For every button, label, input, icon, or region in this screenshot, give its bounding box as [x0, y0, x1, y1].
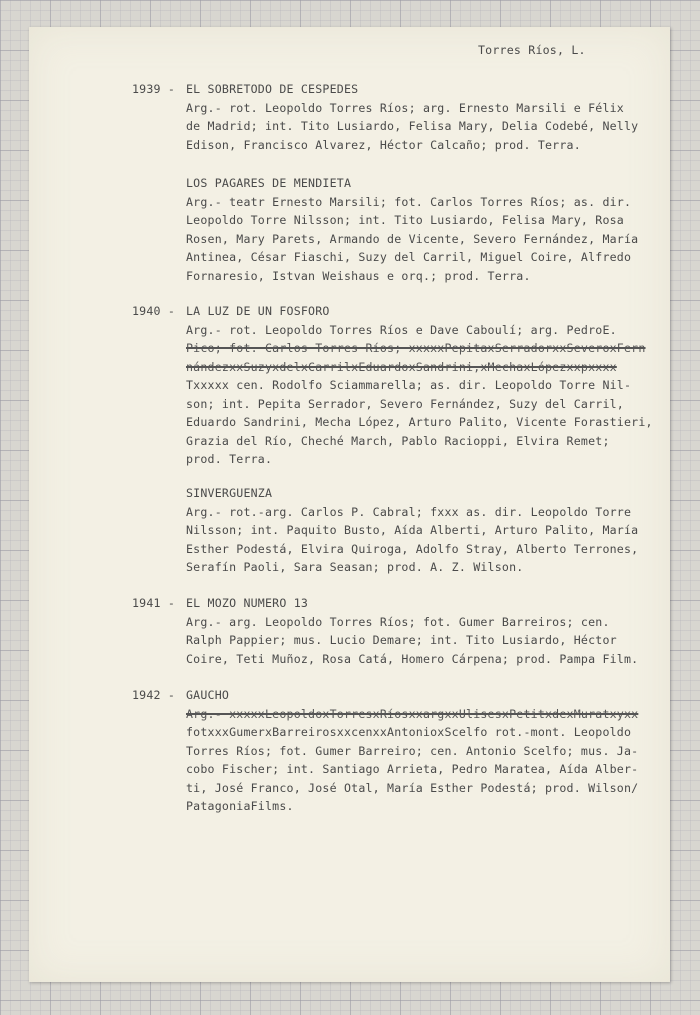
film-title: GAUCHO — [186, 688, 230, 702]
card-header: Torres Ríos, L. — [478, 43, 586, 57]
film-entry — [186, 594, 638, 668]
credit-line: Arg.- arg. Leopoldo Torres Ríos; fot. Gumer Barreiros; cen. — [186, 614, 610, 629]
index-card — [29, 27, 670, 982]
credit-line: Arg.- rot. Leopoldo Torres Ríos e Dave Caboulí; arg. PedroE. — [186, 322, 617, 337]
film-title: LOS PAGARES DE MENDIETA — [186, 176, 352, 190]
film-title: EL MOZO NUMERO 13 — [186, 596, 309, 610]
credit-line: Nilsson; int. Paquito Busto, Aída Alberti, Arturo Palito, María — [186, 523, 639, 537]
struck-credit-line: Arg.- xxxxxLeopoldoxTorresxRíosxxargxxUlisesxPetitxdexMuratxyxx — [186, 706, 639, 721]
entry-year: 1942 - — [132, 688, 176, 702]
credit-line: PatagoniaFilms. — [186, 799, 294, 813]
film-title: EL SOBRETODO DE CESPEDES — [186, 82, 359, 96]
credit-line: de Madrid; int. Tito Lusiardo, Felisa Mary, Delia Codebé, Nelly — [186, 119, 639, 133]
credit-line: son; int. Pepita Serrador, Severo Fernández, Suzy del Carril, — [186, 396, 624, 411]
credit-line: Coire, Teti Muñoz, Rosa Catá, Homero Cárpena; prod. Pampa Film. — [186, 651, 639, 666]
credit-line: Antinea, César Fiaschi, Suzy del Carril, Miguel Coire, Alfredo — [186, 250, 632, 264]
credit-line: Edison, Francisco Alvarez, Héctor Calcaño; prod. Terra. — [186, 137, 581, 152]
credit-line: Eduardo Sandrini, Mecha López, Arturo Palito, Vicente Forastieri, — [186, 415, 653, 429]
credit-line: Txxxxx cen. Rodolfo Sciammarella; as. dir. Leopoldo Torre Nil- — [186, 378, 632, 392]
credit-line: Grazia del Río, Cheché March, Pablo Racioppi, Elvira Remet; — [186, 433, 610, 448]
credit-line: Torres Ríos; fot. Gumer Barreiro; cen. Antonio Scelfo; mus. Ja- — [186, 743, 639, 758]
film-entry — [186, 302, 653, 469]
credit-line: Fornaresio, Istvan Weishaus e orq.; prod. Terra. — [186, 268, 531, 283]
credit-line: prod. Terra. — [186, 452, 273, 466]
credit-line: ti, José Franco, José Otal, María Esther Podestá; prod. Wilson/ — [186, 780, 639, 795]
film-entry — [186, 80, 638, 154]
credit-line: cobo Fischer; int. Santiago Arrieta, Pedro Maratea, Aída Alber- — [186, 762, 639, 776]
credit-line: Leopoldo Torre Nilsson; int. Tito Lusiardo, Felisa Mary, Rosa — [186, 213, 624, 227]
credit-line: Ralph Pappier; mus. Lucio Demare; int. Tito Lusiardo, Héctor — [186, 633, 617, 647]
credit-line: Arg.- rot. Leopoldo Torres Ríos; arg. Ernesto Marsili e Félix — [186, 100, 624, 115]
struck-credit-line: nándezxxSuzyxdelxCarrilxEduardoxSandrini,xMechaxLópezxxpxxxx — [186, 359, 617, 374]
credit-line: fotxxxGumerxBarreirosxxcenxxAntonioxScelfo rot.-mont. Leopoldo — [186, 725, 632, 739]
film-title: SINVERGUENZA — [186, 486, 273, 500]
film-entry — [186, 484, 638, 577]
entry-year: 1941 - — [132, 596, 176, 610]
credit-line: Esther Podestá, Elvira Quiroga, Adolfo Stray, Alberto Terrones, — [186, 541, 639, 556]
credit-line: Rosen, Mary Parets, Armando de Vicente, Severo Fernández, María — [186, 231, 639, 246]
credit-line: Arg.- rot.-arg. Carlos P. Cabral; fxxx as. dir. Leopoldo Torre — [186, 504, 632, 519]
film-entry — [186, 686, 638, 816]
struck-credit-line: Pico; fot. Carlos Torres Ríos; xxxxxPepitaxSerradorxxSeveroxFern — [186, 341, 646, 355]
film-entry — [186, 174, 638, 285]
credit-line: Serafín Paoli, Sara Seasan; prod. A. Z. Wilson. — [186, 560, 524, 574]
film-title: LA LUZ DE UN FOSFORO — [186, 304, 330, 318]
credit-line: Arg.- teatr Ernesto Marsili; fot. Carlos Torres Ríos; as. dir. — [186, 194, 632, 209]
entry-year: 1940 - — [132, 304, 176, 318]
entry-year: 1939 - — [132, 82, 176, 96]
